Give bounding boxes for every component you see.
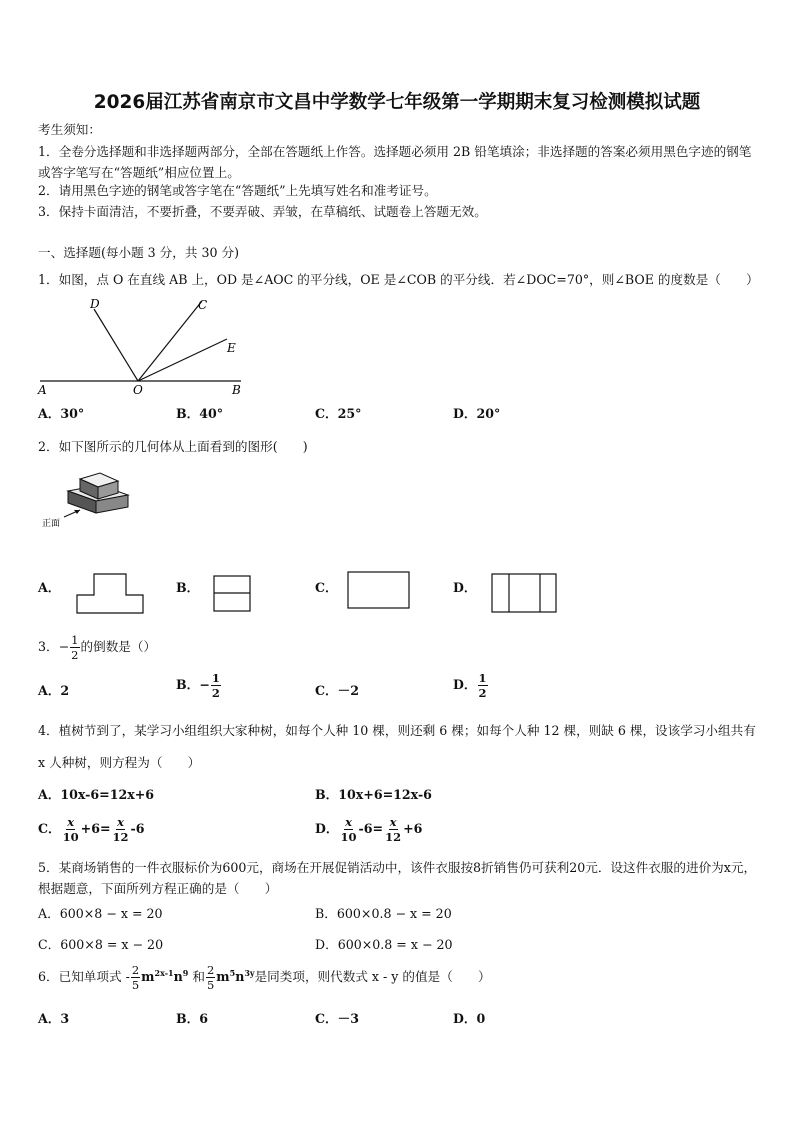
q2-option-b-shape [213,575,253,613]
q1-option-b: B．40° [176,406,224,421]
q6-option-b: B．6 [176,1011,209,1026]
section-heading: 一、选择题(每小题 3 分，共 30 分) [38,245,240,260]
notice-heading: 考生须知： [38,122,101,137]
q1-stem: 1．如图，点 O 在直线 AB 上，OD 是∠AOC 的平分线，OE 是∠COB 的平分线．若∠DOC=70°，则∠BOE 的度数是（ ） [38,272,759,287]
label-c: C [198,298,208,312]
q4-stem: 4．植树节到了，某学习小组组织大家种树，如每个人种 10 棵，则还剩 6 棵；如每个人种 12 棵，则缺 6 棵，设该学习小组共有 x 人种树，则方程为（ ） [38,723,756,770]
label-b: B [232,383,241,397]
label-d: D [90,297,100,311]
q2-option-b-letter: B． [176,580,200,595]
q4-option-a: A．10x-6=12x+6 [38,787,155,802]
label-a: A [38,383,47,397]
notice-item-3: 3．保持卡面清洁，不要折叠，不要弄破、弄皱，在草稿纸、试题卷上答题无效。 [38,204,487,219]
q1-option-a: A．30° [38,406,85,421]
q5-stem: 5．某商场销售的一件衣服标价为600元，商场在开展促销活动中，该件衣服按8折销售仍可获利20元．设这件衣服的进价为x元，根据题意，下面所列方程正确的是（ ） [38,860,757,896]
ray-od [94,309,138,381]
q2-stem: 2．如下图所示的几何体从上面看到的图形( ) [38,439,308,454]
q4-option-c: C． $\frac{x}{10}$ +6= $\frac{x}{12}$ -6 [38,815,145,844]
q5-option-b: B．600×0.8 − x = 20 [315,906,452,921]
q3-stem: 3．− $\frac{1}{2}$ 的倒数是（） [38,633,157,662]
label-o: O [133,383,143,397]
q6-stem: 6．已知单项式 - $\frac{2}{5}$ $m^{2x-1}n^9$ 和 $\frac{2}{5}$ $m^5n^{3y}$是同类项，则代数式 x - y 的值是（ ） [38,963,491,992]
front-label: 正面 [42,519,61,529]
q6-option-a: A．3 [38,1011,70,1026]
page-title: 2026届江苏省南京市文昌中学数学七年级第一学期期末复习检测模拟试题 [93,92,701,113]
q3-option-c: C．－2 [315,683,359,698]
q1-option-c: C．25° [315,406,362,421]
q3-option-d: D． $\frac{1}{2}$ [453,671,487,700]
q1-option-d: D．20° [453,406,501,421]
q2-option-a-letter: A． [38,580,61,595]
notice-item-1: 1．全卷分选择题和非选择题两部分，全部在答题纸上作答。选择题必须用 2B 铅笔填涂；非选择题的答案必须用黑色字迹的钢笔或答字笔写在“答题纸”相应位置上。 [38,144,752,180]
q3-fraction: $\frac{1}{2}$ [71,633,79,662]
q5-option-a: A．600×8 − x = 20 [38,906,163,921]
q3-option-a: A．2 [38,683,70,698]
ray-oe [138,339,227,381]
notice-item-2: 2．请用黑色字迹的钢笔或答字笔在“答题纸”上先填写姓名和准考证号。 [38,183,437,198]
q4-option-d: D． $\frac{x}{10}$ -6= $\frac{x}{12}$ +6 [315,815,423,844]
q2-option-c-shape [347,571,411,611]
q2-option-a-shape [76,573,146,614]
q5-option-c: C．600×8 = x − 20 [38,937,164,952]
label-e: E [227,341,236,355]
q5-option-d: D．600×0.8 = x − 20 [315,937,453,952]
q1-angle-figure [34,295,249,397]
q2-option-d-letter: D． [453,580,477,595]
q6-option-c: C．－3 [315,1011,359,1026]
q2-option-c-letter: C． [315,580,338,595]
q2-option-d-shape [491,573,559,614]
q3-option-b: B．− $\frac{1}{2}$ [176,671,220,700]
q6-option-d: D．0 [453,1011,486,1026]
ray-oc [138,301,202,381]
q2-solid-figure [40,465,150,535]
q4-option-b: B．10x+6=12x-6 [315,787,432,802]
